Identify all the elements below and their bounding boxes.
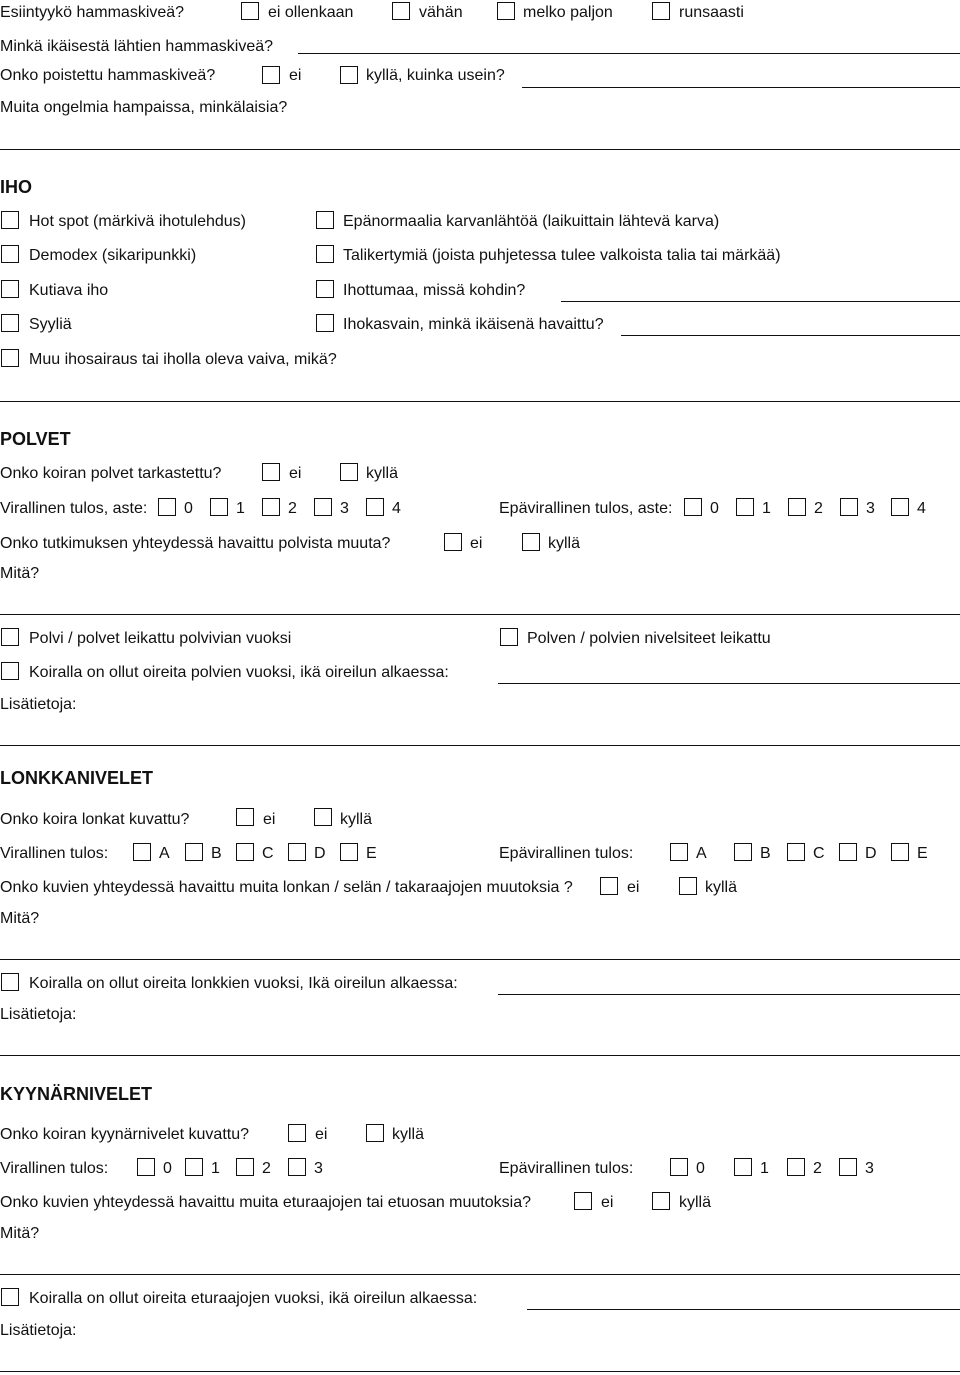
- hips-unofficial-d-checkbox[interactable]: [839, 843, 857, 861]
- knees-official-0-checkbox[interactable]: [158, 498, 176, 516]
- hips-xray-yes-label: kyllä: [340, 811, 373, 828]
- tartar-age-line[interactable]: [298, 53, 960, 54]
- elbows-unofficial-2-checkbox[interactable]: [787, 1158, 805, 1176]
- elbows-unofficial-3-label: 3: [865, 1160, 874, 1177]
- hips-additional-label: Lisätietoja:: [0, 1006, 77, 1023]
- knees-examined-no-label: ei: [289, 465, 302, 482]
- teeth-other-question: Muita ongelmia hampaissa, minkälaisia?: [0, 99, 288, 116]
- removed-no-checkbox[interactable]: [262, 66, 280, 84]
- knees-findings-no-checkbox[interactable]: [444, 533, 462, 551]
- tartar-little-label: vähän: [419, 4, 463, 21]
- knees-what-label: Mitä?: [0, 565, 40, 582]
- hips-xray-yes-checkbox[interactable]: [314, 808, 332, 826]
- hips-unofficial-c-checkbox[interactable]: [787, 843, 805, 861]
- hips-official-e-label: E: [366, 845, 377, 862]
- elbow-symptoms-label: Koiralla on ollut oireita eturaajojen vuoksi, ikä oireilun alkaessa:: [29, 1290, 478, 1307]
- hips-official-a-checkbox[interactable]: [133, 843, 151, 861]
- knees-findings-yes-label: kyllä: [548, 535, 581, 552]
- warts-checkbox[interactable]: [1, 314, 19, 332]
- knees-official-3-checkbox[interactable]: [314, 498, 332, 516]
- hips-official-e-checkbox[interactable]: [340, 843, 358, 861]
- elbows-changes-no-label: ei: [601, 1194, 614, 1211]
- elbows-xray-no-checkbox[interactable]: [288, 1124, 306, 1142]
- knees-unofficial-2-checkbox[interactable]: [788, 498, 806, 516]
- knees-official-label: Virallinen tulos, aste:: [0, 500, 148, 517]
- knees-official-2-label: 2: [288, 500, 297, 517]
- hips-unofficial-b-checkbox[interactable]: [734, 843, 752, 861]
- itchy-skin-checkbox[interactable]: [1, 280, 19, 298]
- elbows-xray-no-label: ei: [315, 1126, 328, 1143]
- removed-no-label: ei: [289, 67, 302, 84]
- hips-unofficial-a-checkbox[interactable]: [670, 843, 688, 861]
- knees-other-findings-question: Onko tutkimuksen yhteydessä havaittu polvista muuta?: [0, 535, 391, 552]
- knees-unofficial-4-label: 4: [917, 500, 926, 517]
- knee-operated-label: Polvi / polvet leikattu polvivian vuoksi: [29, 630, 292, 647]
- elbows-section-divider: [0, 1371, 960, 1372]
- elbows-unofficial-2-label: 2: [813, 1160, 822, 1177]
- other-skin-checkbox[interactable]: [1, 349, 19, 367]
- elbows-official-3-checkbox[interactable]: [288, 1158, 306, 1176]
- rash-label: Ihottumaa, missä kohdin?: [343, 282, 526, 299]
- hips-unofficial-a-label: A: [696, 845, 707, 862]
- elbows-what-label: Mitä?: [0, 1225, 40, 1242]
- knees-official-4-checkbox[interactable]: [366, 498, 384, 516]
- abnormal-hair-label: Epänormaalia karvanlähtöä (laikuittain lähtevä karva): [343, 213, 720, 230]
- hips-unofficial-label: Epävirallinen tulos:: [499, 845, 634, 862]
- knees-examined-yes-label: kyllä: [366, 465, 399, 482]
- tumor-checkbox[interactable]: [316, 314, 334, 332]
- elbows-unofficial-1-label: 1: [760, 1160, 769, 1177]
- knees-unofficial-0-label: 0: [710, 500, 719, 517]
- elbows-changes-yes-label: kyllä: [679, 1194, 712, 1211]
- elbows-changes-yes-checkbox[interactable]: [652, 1192, 670, 1210]
- knees-unofficial-4-checkbox[interactable]: [891, 498, 909, 516]
- elbows-official-0-label: 0: [163, 1160, 172, 1177]
- rash-location-line[interactable]: [561, 301, 960, 302]
- hips-changes-no-label: ei: [627, 879, 640, 896]
- removed-frequency-line[interactable]: [522, 87, 960, 88]
- removed-yes-label: kyllä, kuinka usein?: [366, 67, 505, 84]
- knees-examined-question: Onko koiran polvet tarkastettu?: [0, 465, 222, 482]
- knees-official-4-label: 4: [392, 500, 401, 517]
- elbows-unofficial-3-checkbox[interactable]: [839, 1158, 857, 1176]
- tartar-removed-question: Onko poistettu hammaskiveä?: [0, 67, 216, 84]
- abnormal-hair-checkbox[interactable]: [316, 211, 334, 229]
- hips-section-divider: [0, 1055, 960, 1056]
- hips-other-changes-question: Onko kuvien yhteydessä havaittu muita lonkan / selän / takaraajojen muutoksia ?: [0, 879, 573, 896]
- hips-xray-question: Onko koira lonkat kuvattu?: [0, 811, 190, 828]
- hips-official-d-checkbox[interactable]: [288, 843, 306, 861]
- knee-ligaments-label: Polven / polvien nivelsiteet leikattu: [527, 630, 771, 647]
- rash-checkbox[interactable]: [316, 280, 334, 298]
- tumor-label: Ihokasvain, minkä ikäisenä havaittu?: [343, 316, 604, 333]
- itchy-skin-label: Kutiava iho: [29, 282, 109, 299]
- elbows-official-1-label: 1: [211, 1160, 220, 1177]
- hips-unofficial-e-label: E: [917, 845, 928, 862]
- knee-symptoms-checkbox[interactable]: [1, 662, 19, 680]
- elbows-official-2-label: 2: [262, 1160, 271, 1177]
- hips-xray-no-label: ei: [263, 811, 276, 828]
- tumor-age-line[interactable]: [621, 335, 960, 336]
- hips-changes-no-checkbox[interactable]: [600, 877, 618, 895]
- tartar-quite-label: melko paljon: [523, 4, 613, 21]
- elbows-official-3-label: 3: [314, 1160, 323, 1177]
- elbows-xray-yes-label: kyllä: [392, 1126, 425, 1143]
- warts-label: Syyliä: [29, 316, 72, 333]
- knees-official-2-checkbox[interactable]: [262, 498, 280, 516]
- hips-official-c-checkbox[interactable]: [236, 843, 254, 861]
- elbows-what-line[interactable]: [0, 1274, 960, 1275]
- hip-symptoms-label: Koiralla on ollut oireita lonkkien vuoksi, Ikä oireilun alkaessa:: [29, 975, 458, 992]
- hips-what-label: Mitä?: [0, 910, 40, 927]
- elbows-official-1-checkbox[interactable]: [185, 1158, 203, 1176]
- knees-examined-yes-checkbox[interactable]: [340, 463, 358, 481]
- hips-what-line[interactable]: [0, 959, 960, 960]
- hip-symptoms-checkbox[interactable]: [1, 973, 19, 991]
- knees-official-0-label: 0: [184, 500, 193, 517]
- elbows-unofficial-0-label: 0: [696, 1160, 705, 1177]
- knees-section-divider: [0, 745, 960, 746]
- hips-official-c-label: C: [262, 845, 274, 862]
- elbows-changes-no-checkbox[interactable]: [574, 1192, 592, 1210]
- hips-unofficial-c-label: C: [813, 845, 825, 862]
- elbows-xray-question: Onko koiran kyynärnivelet kuvattu?: [0, 1126, 250, 1143]
- hips-unofficial-e-checkbox[interactable]: [891, 843, 909, 861]
- knees-unofficial-1-label: 1: [762, 500, 771, 517]
- tartar-abundant-label: runsaasti: [679, 4, 744, 21]
- knees-unofficial-3-label: 3: [866, 500, 875, 517]
- sebum-checkbox[interactable]: [316, 245, 334, 263]
- elbows-unofficial-label: Epävirallinen tulos:: [499, 1160, 634, 1177]
- elbows-official-label: Virallinen tulos:: [0, 1160, 109, 1177]
- elbows-official-0-checkbox[interactable]: [137, 1158, 155, 1176]
- elbows-heading: KYYNÄRNIVELET: [0, 1084, 153, 1104]
- knees-official-1-checkbox[interactable]: [210, 498, 228, 516]
- teeth-section-divider: [0, 149, 960, 150]
- tartar-none-checkbox[interactable]: [241, 2, 259, 20]
- tartar-question: Esiintyykö hammaskiveä?: [0, 4, 185, 21]
- hips-official-b-checkbox[interactable]: [185, 843, 203, 861]
- hips-changes-yes-checkbox[interactable]: [679, 877, 697, 895]
- knees-what-line[interactable]: [0, 614, 960, 615]
- elbows-official-2-checkbox[interactable]: [236, 1158, 254, 1176]
- knees-unofficial-label: Epävirallinen tulos, aste:: [499, 500, 673, 517]
- elbows-additional-label: Lisätietoja:: [0, 1322, 77, 1339]
- hips-changes-yes-label: kyllä: [705, 879, 738, 896]
- elbows-other-changes-question: Onko kuvien yhteydessä havaittu muita eturaajojen tai etuosan muutoksia?: [0, 1194, 531, 1211]
- elbow-symptoms-checkbox[interactable]: [1, 1288, 19, 1306]
- tartar-abundant-checkbox[interactable]: [652, 2, 670, 20]
- hips-official-label: Virallinen tulos:: [0, 845, 109, 862]
- knees-findings-no-label: ei: [470, 535, 483, 552]
- knee-ligaments-checkbox[interactable]: [500, 628, 518, 646]
- elbows-xray-yes-checkbox[interactable]: [366, 1124, 384, 1142]
- knees-official-3-label: 3: [340, 500, 349, 517]
- sebum-label: Talikertymiä (joista puhjetessa tulee valkoista talia tai märkää): [343, 247, 781, 264]
- knee-symptoms-age-line[interactable]: [498, 683, 960, 684]
- hips-unofficial-b-label: B: [760, 845, 771, 862]
- tartar-age-question: Minkä ikäisestä lähtien hammaskiveä?: [0, 38, 274, 55]
- skin-section-divider: [0, 401, 960, 402]
- tartar-little-checkbox[interactable]: [392, 2, 410, 20]
- knee-symptoms-label: Koiralla on ollut oireita polvien vuoksi, ikä oireilun alkaessa:: [29, 664, 449, 681]
- hotspot-label: Hot spot (märkivä ihotulehdus): [29, 213, 246, 230]
- removed-yes-checkbox[interactable]: [340, 66, 358, 84]
- hip-symptoms-age-line[interactable]: [498, 994, 960, 995]
- knees-official-1-label: 1: [236, 500, 245, 517]
- knees-unofficial-1-checkbox[interactable]: [736, 498, 754, 516]
- demodex-label: Demodex (sikaripunkki): [29, 247, 197, 264]
- elbow-symptoms-age-line[interactable]: [527, 1309, 960, 1310]
- hips-heading: LONKKANIVELET: [0, 768, 153, 788]
- demodex-checkbox[interactable]: [1, 245, 19, 263]
- hips-official-b-label: B: [211, 845, 222, 862]
- skin-heading: IHO: [0, 177, 33, 197]
- knees-examined-no-checkbox[interactable]: [262, 463, 280, 481]
- other-skin-label: Muu ihosairaus tai iholla oleva vaiva, mikä?: [29, 351, 337, 368]
- hotspot-checkbox[interactable]: [1, 211, 19, 229]
- knees-additional-label: Lisätietoja:: [0, 696, 77, 713]
- tartar-quite-checkbox[interactable]: [497, 2, 515, 20]
- knee-operated-checkbox[interactable]: [1, 628, 19, 646]
- knees-findings-yes-checkbox[interactable]: [522, 533, 540, 551]
- knees-unofficial-3-checkbox[interactable]: [840, 498, 858, 516]
- elbows-unofficial-1-checkbox[interactable]: [734, 1158, 752, 1176]
- knees-unofficial-0-checkbox[interactable]: [684, 498, 702, 516]
- knees-heading: POLVET: [0, 429, 71, 449]
- hips-xray-no-checkbox[interactable]: [236, 808, 254, 826]
- hips-official-a-label: A: [159, 845, 170, 862]
- knees-unofficial-2-label: 2: [814, 500, 823, 517]
- elbows-unofficial-0-checkbox[interactable]: [670, 1158, 688, 1176]
- hips-unofficial-d-label: D: [865, 845, 877, 862]
- hips-official-d-label: D: [314, 845, 326, 862]
- tartar-none-label: ei ollenkaan: [268, 4, 354, 21]
